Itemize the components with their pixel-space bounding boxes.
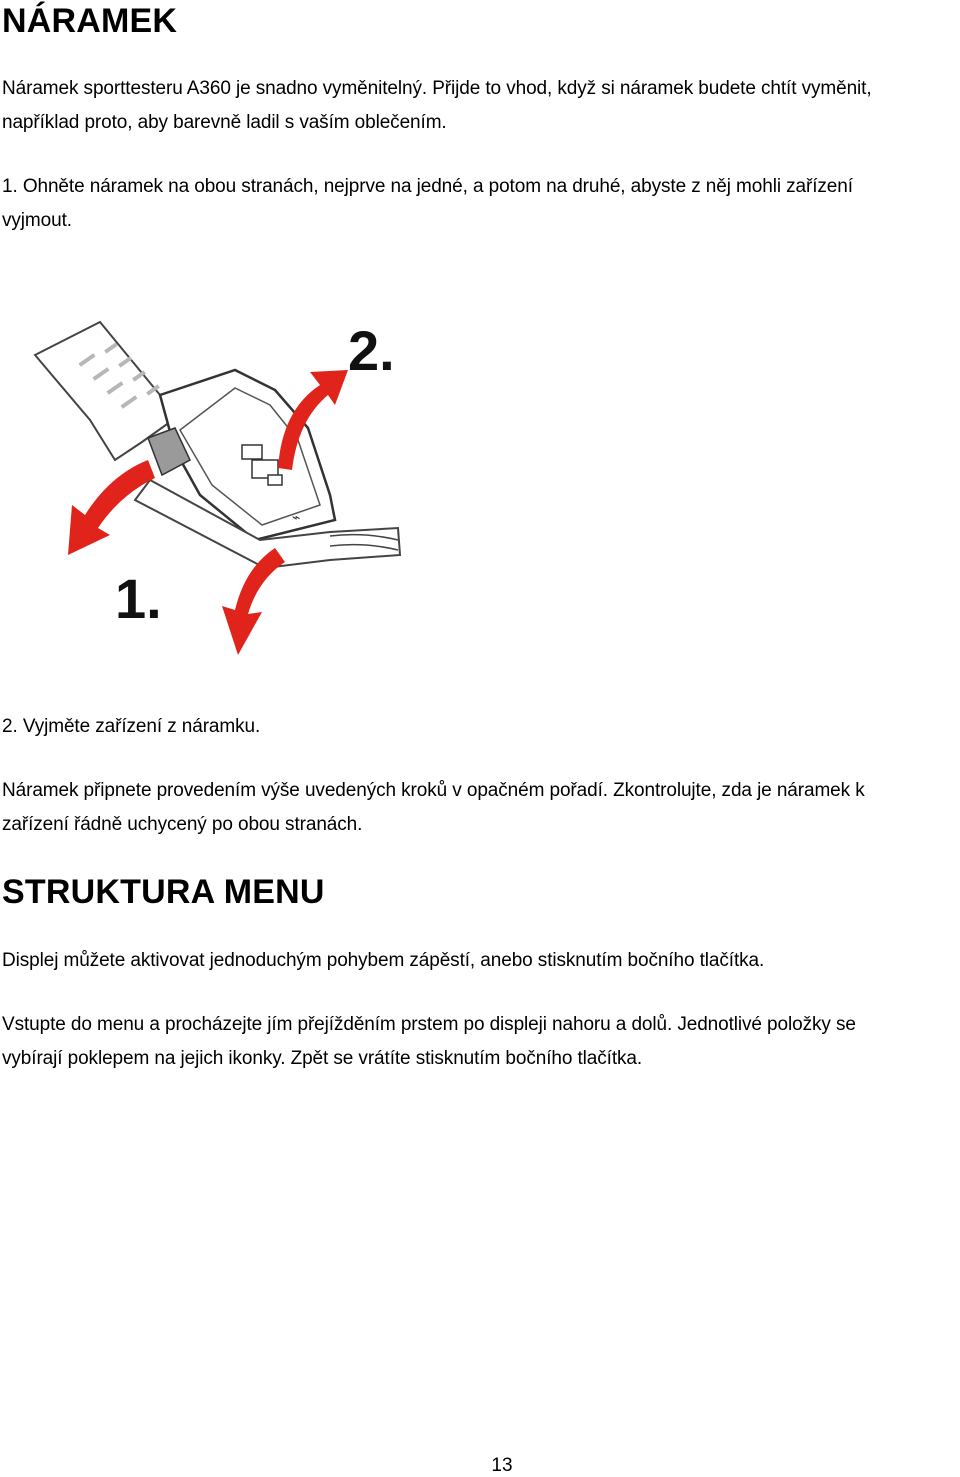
bracelet-removal-drawing [30,310,410,670]
reattach-line-2: zařízení řádně uchycený po obou stranách. [2,814,363,835]
reattach-line-1: Náramek připnete provedením výše uvedených kroků v opačném pořadí. Zkontrolujte, zda je náramek k [2,780,865,801]
section-title-bracelet: NÁRAMEK [2,2,178,40]
intro-paragraph-line-2: například proto, aby barevně ladil s vaším oblečením. [2,112,447,133]
step-1-line-1: 1. Ohněte náramek na obou stranách, nejprve na jedné, a potom na druhé, abyste z něj mohli zařízení [2,176,853,197]
menu-paragraph-2-line-2: vybírají poklepem na jejich ikonky. Zpět se vrátíte stisknutím bočního tlačítka. [2,1048,643,1069]
step-1-line-2: vyjmout. [2,210,72,231]
menu-paragraph-2-line-1: Vstupte do menu a procházejte jím přejížděním prstem po displeji nahoru a dolů. Jednotlivé položky se [2,1014,856,1035]
arrow-1-bottom [222,548,285,655]
usb-glyph: ⌁ [292,510,301,526]
menu-paragraph-1: Displej můžete aktivovat jednoduchým pohybem zápěstí, anebo stisknutím bočního tlačítka. [2,950,765,971]
section-title-menu-structure: STRUKTURA MENU [2,873,325,911]
figure-label-2: 2. [348,319,395,382]
figure-label-1: 1. [115,567,162,630]
page-number: 13 [491,1455,513,1476]
bracelet-removal-illustration [30,310,410,670]
intro-paragraph-line-1: Náramek sporttesteru A360 je snadno vyměnitelný. Přijde to vhod, když si náramek budete chtít vyměnit, [2,78,872,99]
step-2: 2. Vyjměte zařízení z náramku. [2,716,261,737]
arrow-1-left [68,460,155,555]
